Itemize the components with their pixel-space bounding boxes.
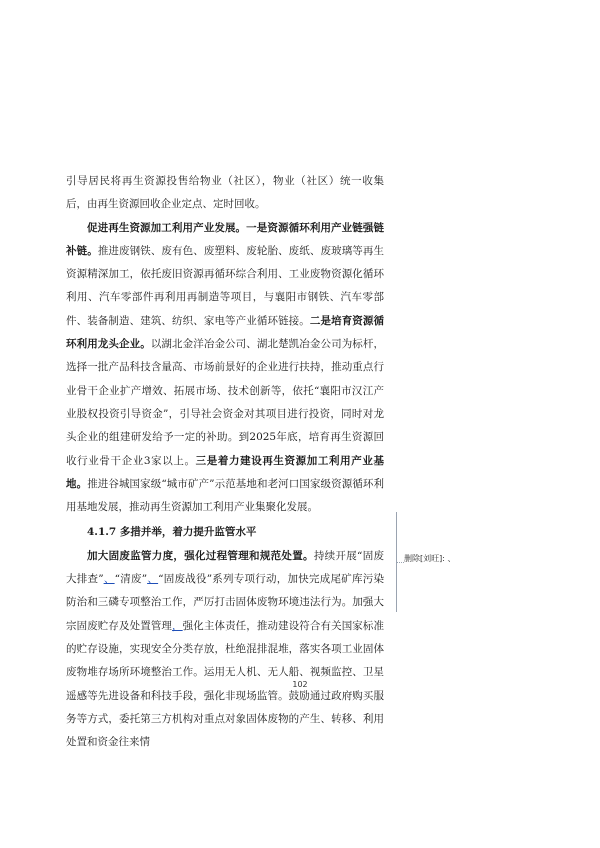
paragraph-2-bold-3: 三是着力建设再生资源加工利用产业基地。 — [66, 454, 385, 490]
paragraph-2-text-2: 以湖北金洋冶金公司、湖北楚凯冶金公司为标杆，选择一批产品科技含量高、市场前景好的企业进行扶持，推动重点行业骨干企业扩产增效、拓展市场、技术创新等，依托“襄阳市汉江产业股权投资引导资金”，引导社会资金对其项目进行投资，同时对龙头企业的组建研发给予一定的补助。到2025年底，培育再生资源回收行业骨干企业3家以上。 — [66, 338, 384, 467]
paragraph-3-text-a: 持续开展“固废大排查” — [66, 549, 385, 586]
comment-connector — [396, 562, 404, 563]
paragraph-2-bold-2: 二是培育资源循环利用龙头企业。 — [66, 314, 385, 351]
body-text — [66, 170, 384, 754]
paragraph-3 — [66, 545, 384, 755]
section-heading: 4.1.7 多措并举，着力提升监管水平 — [87, 526, 257, 539]
tracked-change-mark-1[interactable]: 、 — [103, 573, 115, 586]
paragraph-2-bold-lead: 促进再生资源加工利用产业发展。一是资源循环利用产业链强链补链。 — [66, 221, 384, 257]
tracked-change-mark-2[interactable]: 、 — [147, 573, 159, 586]
paragraph-1-text: 引导居民将再生资源投售给物业（社区），物业（社区）统一收集后，由再生资源回收企业定点、定时回收。 — [66, 175, 384, 211]
paragraph-2-text-1: 推进废钢铁、废有色、废塑料、废轮胎、废纸、废玻璃等再生资源精深加工，依托废旧资源再循环综合利用、工业废物资源化循环利用、汽车零部件再利用再制造等项目，与襄阳市钢铁、汽车零部件、装备制造、建筑、纺织、家电等产业循环链接。 — [66, 244, 385, 327]
paragraph-2 — [66, 217, 384, 520]
deletion-comment[interactable]: 删除[刘旺]: 、 — [404, 554, 456, 563]
paragraph-3-bold-lead: 加大固废监管力度，强化过程管理和规范处置。 — [87, 549, 314, 562]
paragraph-2-text-3: 推进谷城国家级“城市矿产”示范基地和老河口国家级资源循环利用基地发展，推动再生资源加工利用产业集聚化发展。 — [66, 477, 384, 514]
paragraph-3-text-d: 强化主体责任，推动建设符合有关国家标准的贮存设施，实现安全分类存放，杜绝混排混堆，落实各项工业固体废物堆存场所环境整治工作。运用无人机、无人船、视频监控、卫星遥感等先进设备和科技手段，强化非现场监管。鼓励通过政府购买服务等方式，委托第三方机构对重点对象固体废物的产生、转移、利用处置和资金往来情 — [66, 619, 385, 749]
tracked-change-mark-3[interactable]: ， — [172, 619, 183, 632]
paragraph-3-text-b: “清废” — [114, 573, 148, 586]
page-number: 102 — [292, 680, 308, 689]
paragraph-3-text-c: “固废战役”系列专项行动，加快完成尾矿库污染防治和三磷专项整治工作，严厉打击固体废物环境违法行为。加强大宗固废贮存及处置管理 — [66, 573, 384, 632]
paragraph-1 — [66, 170, 384, 217]
